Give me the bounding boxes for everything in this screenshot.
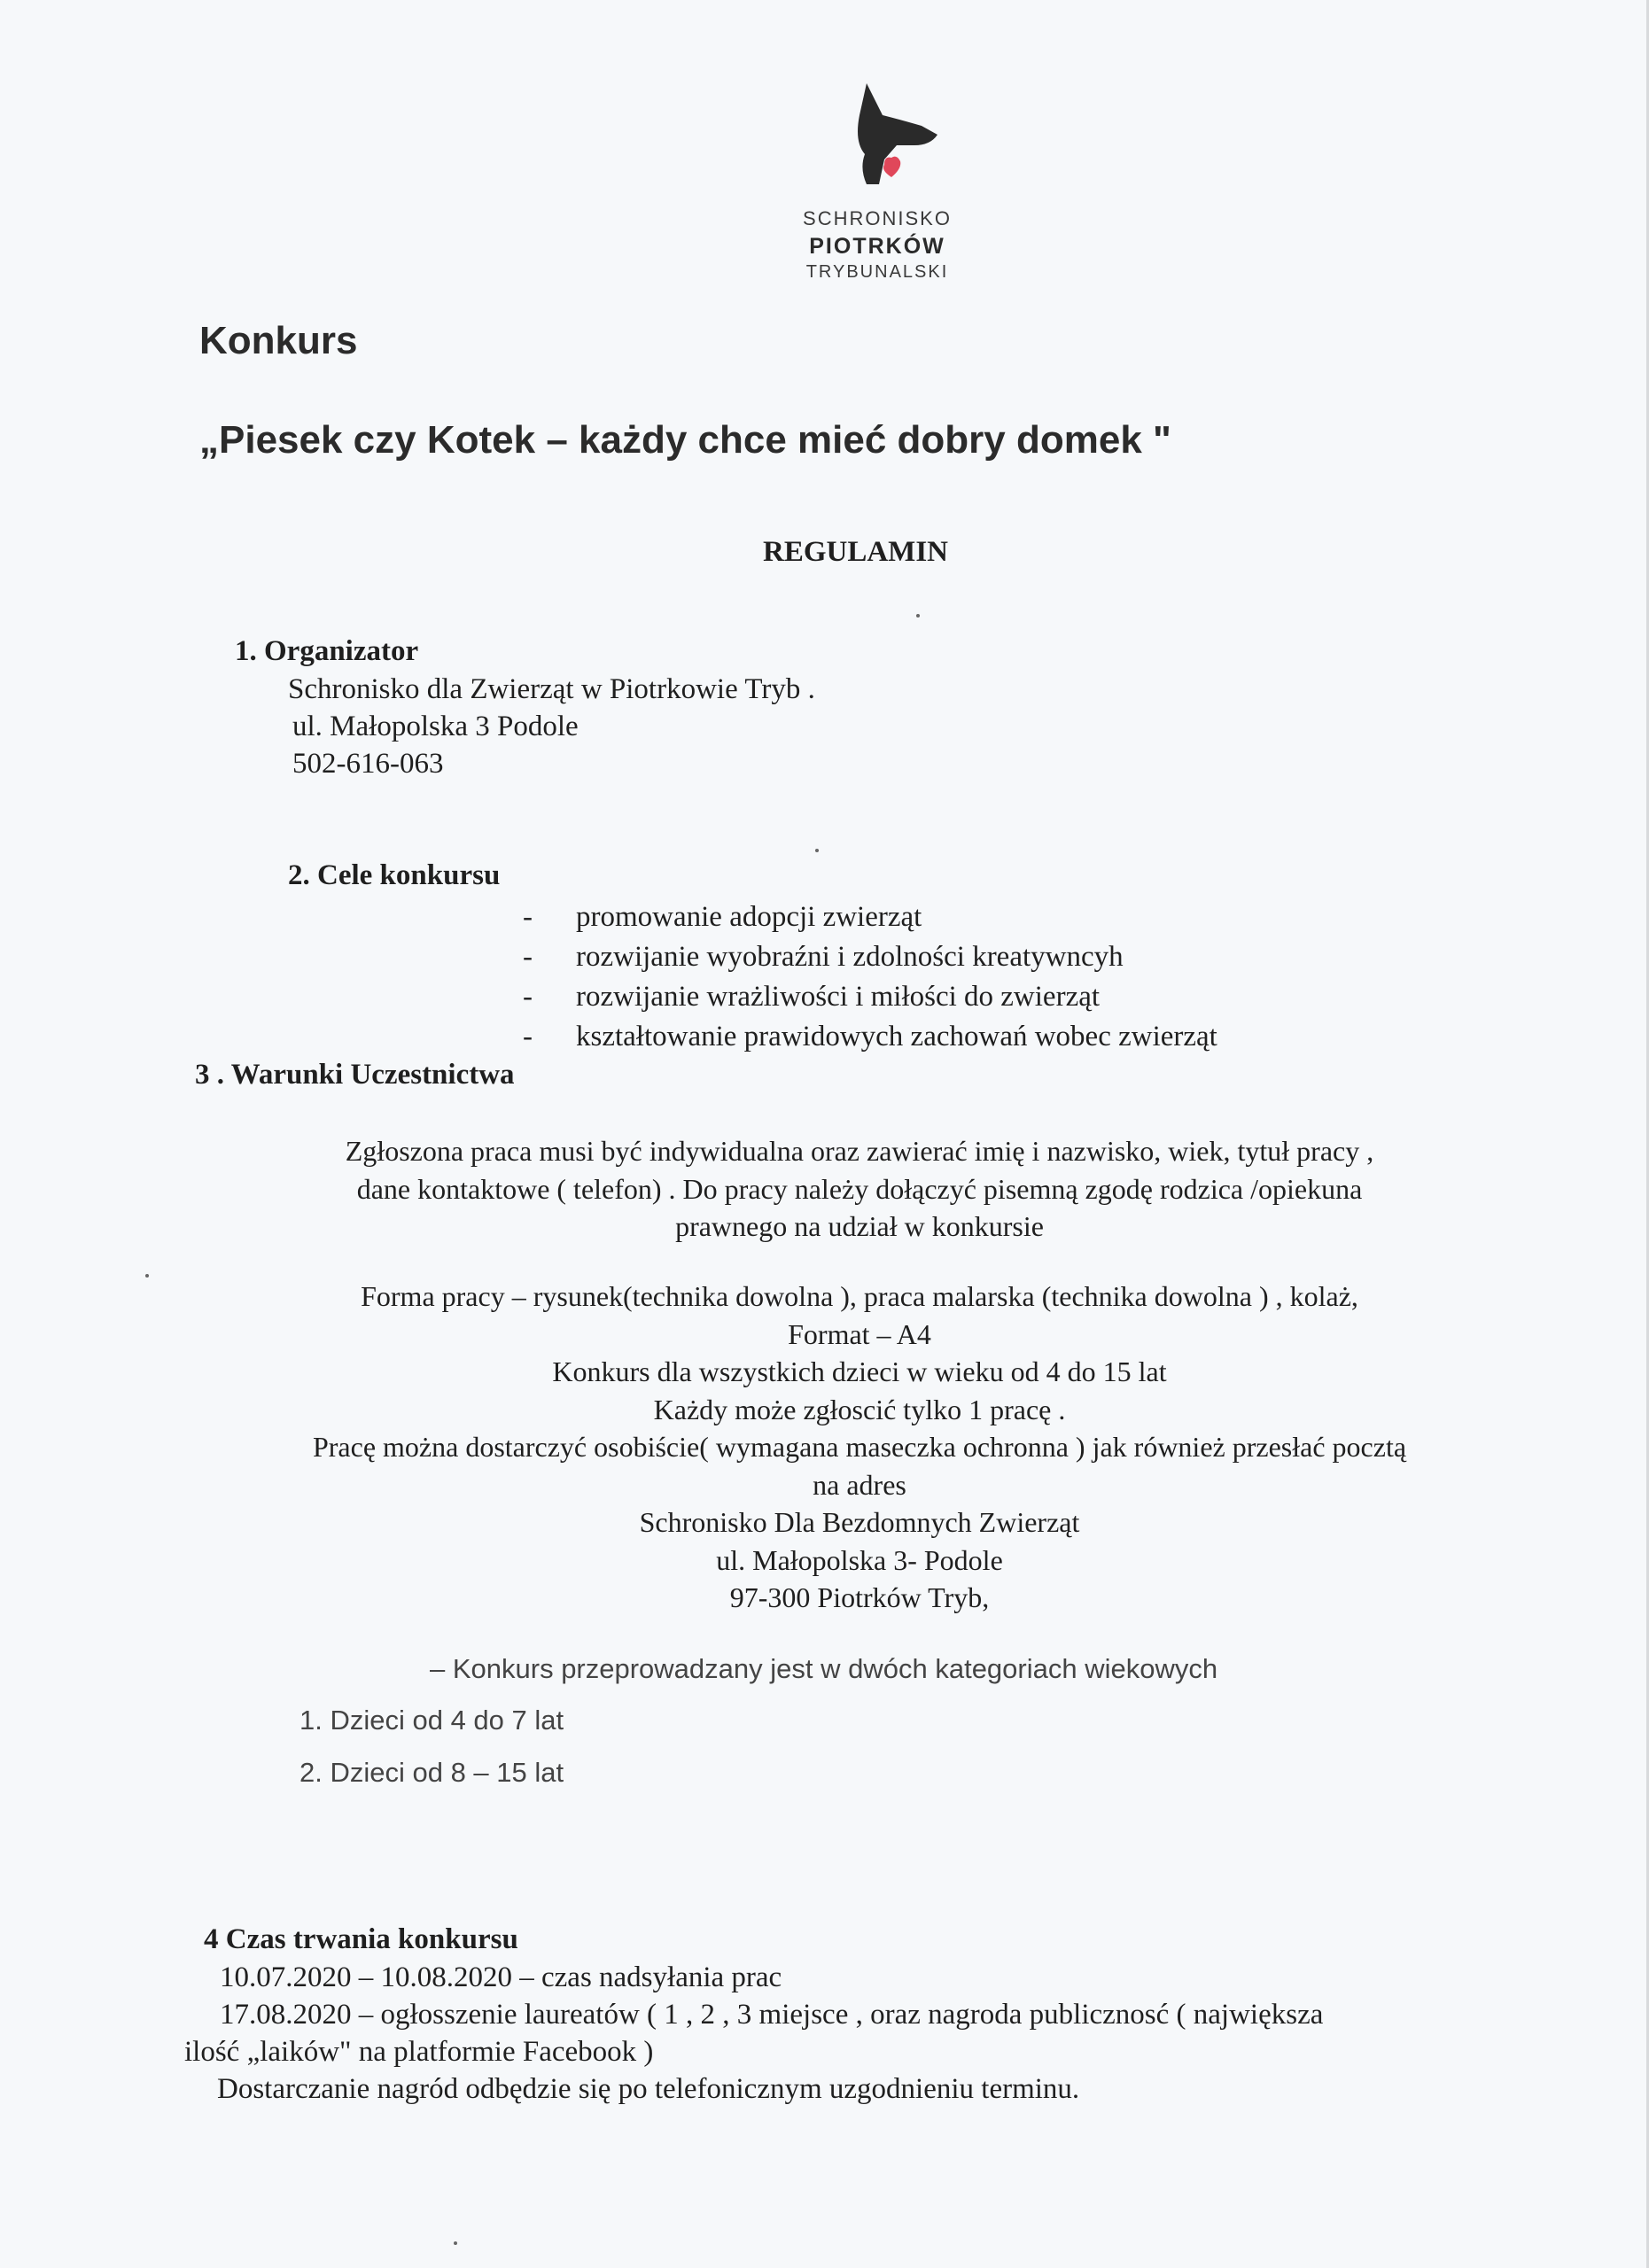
organizer-street: ul. Małopolska 3 Podole bbox=[292, 711, 579, 742]
regulamin-heading: REGULAMIN bbox=[762, 536, 948, 568]
scan-speck bbox=[815, 849, 819, 852]
dog-head-with-heart-icon bbox=[833, 80, 948, 204]
list-item: - rozwijanie wyobraźni i zdolności kreatywncyh bbox=[523, 941, 1124, 973]
conditions-paragraph: Zgłoszona praca musi być indywidualna oraz zawierać imię i nazwisko, wiek, tytuł pracy , dane kontaktowe ( telefon) . Do pracy należy dołączyć pisemną zgodę rodzica /opiekuna prawnego na udział w konkursie bbox=[345, 1135, 1374, 1242]
scan-speck bbox=[454, 2241, 457, 2245]
scan-speck bbox=[916, 614, 920, 617]
organizer-phone: 502-616-063 bbox=[292, 748, 444, 780]
logo-line-1: SCHRONISKO bbox=[803, 207, 952, 229]
heading-konkurs: Konkurs bbox=[199, 319, 358, 362]
list-item: - promowanie adopcji zwierząt bbox=[523, 901, 922, 933]
public-award-note: ilość „laików" na platformie Facebook ) bbox=[184, 2036, 654, 2068]
format-paragraph: Forma pracy – rysunek(technika dowolna ), praca malarska (technika dowolna ) , kolaż, Format – A4 Konkurs dla wszystkich dzieci w wieku od 4 do 15 lat Każdy może zgłoscić tylko 1 pracę . Pracę można dostarczyć osobiście( wymagana maseczka ochronna ) jak również przesłać pocztą na adres Schronisko Dla Bezdomnych Zwierząt ul. Małopolska 3- Podole 97-300 Piotrków Tryb, bbox=[312, 1280, 1407, 1613]
section3-heading: 3 . Warunki Uczestnictwa bbox=[195, 1059, 515, 1091]
categories-intro: – Konkurs przeprowadzany jest w dwóch kategoriach wiekowych bbox=[430, 1653, 1218, 1684]
shelter-logo bbox=[833, 80, 948, 204]
logo-line-2: PIOTRKÓW bbox=[809, 234, 945, 259]
category-2: 2. Dzieci od 8 – 15 lat bbox=[299, 1757, 564, 1788]
list-item: - kształtowanie prawidowych zachowań wobec zwierząt bbox=[523, 1021, 1217, 1052]
contest-title: „Piesek czy Kotek – każdy chce mieć dobry domek " bbox=[199, 418, 1171, 462]
category-1: 1. Dzieci od 4 do 7 lat bbox=[299, 1705, 564, 1736]
list-item: - rozwijanie wrażliwości i miłości do zwierząt bbox=[523, 981, 1101, 1013]
submission-period: 10.07.2020 – 10.08.2020 – czas nadsyłania prac bbox=[220, 1961, 782, 1993]
delivery-note: Dostarczanie nagród odbędzie się po telefonicznym uzgodnieniu terminu. bbox=[217, 2073, 1080, 2105]
goals-list bbox=[523, 897, 1217, 1057]
section2-heading: 2. Cele konkursu bbox=[288, 859, 501, 891]
logo-line-3: TRYBUNALSKI bbox=[805, 262, 949, 282]
organizer-name: Schronisko dla Zwierząt w Piotrkowie Tryb . bbox=[288, 673, 815, 705]
section1-heading: 1. Organizator bbox=[235, 635, 419, 667]
scan-speck bbox=[145, 1274, 149, 1278]
announcement-date: 17.08.2020 – ogłosszenie laureatów ( 1 , 2 , 3 miejsce , oraz nagroda publicznosć ( największa bbox=[220, 1999, 1324, 2031]
section4-heading: 4 Czas trwania konkursu bbox=[204, 1923, 518, 1955]
